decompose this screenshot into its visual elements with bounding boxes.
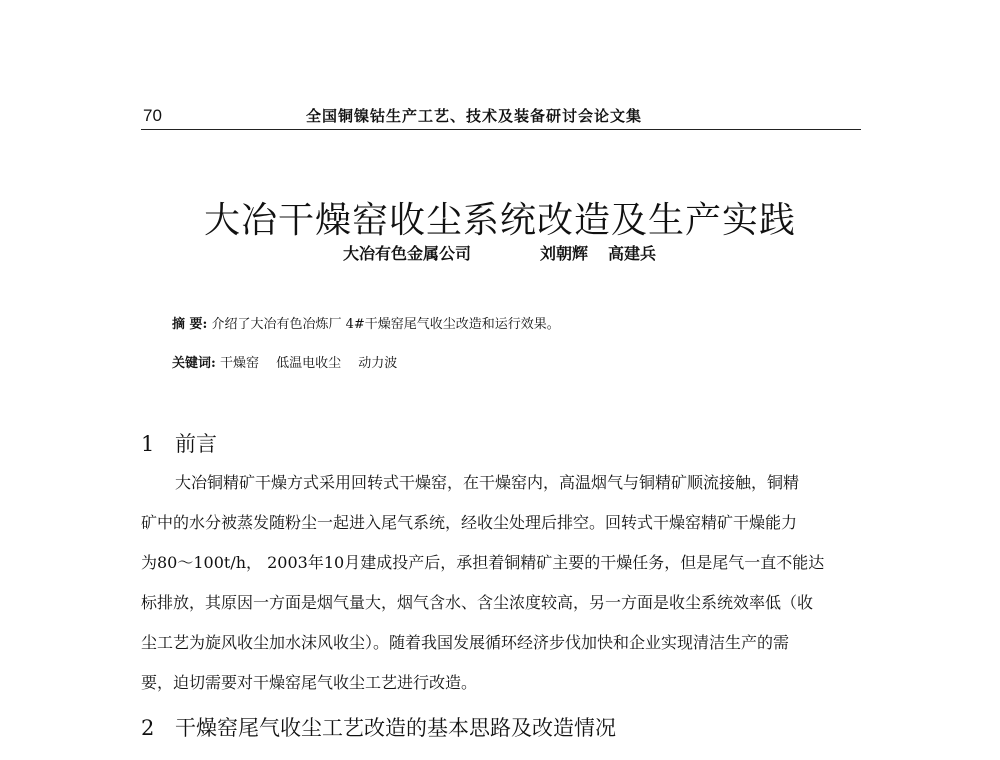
body-line: 为80～100t/h， 2003年10月建成投产后，承担着铜精矿主要的干燥任务，但是尾气一直不能达 [141,553,825,572]
header-rule [141,129,861,130]
body-line: 尘工艺为旋风收尘加水沫风收尘）。随着我国发展循环经济步伐加快和企业实现清洁生产的需 [141,633,790,652]
body-line: 标排放，其原因一方面是烟气量大，烟气含水、含尘浓度较高，另一方面是收尘系统效率低（收 [141,593,814,612]
running-header [141,104,861,130]
keyword: 动力波 [358,356,398,371]
section-heading [141,712,616,742]
keyword: 干燥窑 [219,356,259,371]
author-name: 刘朝辉 [540,244,589,263]
body-line: 大冶铜精矿干燥方式采用回转式干燥窑，在干燥窑内，高温烟气与铜精矿顺流接触，铜精 [175,473,800,492]
body-line: 矿中的水分被蒸发随粉尘一起进入尾气系统，经收尘处理后排空。回转式干燥窑精矿干燥能力 [141,513,798,532]
keyword: 低温电收尘 [276,356,342,371]
abstract-label: 摘 要: [172,317,208,332]
keywords [172,352,410,371]
abstract-text: 介绍了大冶有色冶炼厂 4#干燥窑尾气收尘改造和运行效果。 [211,317,560,332]
section-number: 1 [141,432,155,456]
section-number: 2 [141,716,155,740]
keywords-label: 关键词: [172,356,216,371]
section-title: 前言 [175,432,217,456]
abstract [172,313,560,332]
section-title: 干燥窑尾气收尘工艺改造的基本思路及改造情况 [175,716,616,740]
paper-title: 大冶干燥窑收尘系统改造及生产实践 [203,200,796,242]
affiliation: 大冶有色金属公司 [343,244,472,263]
section-heading [141,428,217,458]
body-line: 要，迫切需要对干燥窑尾气收尘工艺进行改造。 [141,673,478,692]
author-name: 高建兵 [608,244,657,263]
journal-title: 全国铜镍钴生产工艺、技术及装备研讨会论文集 [306,107,643,125]
page-number: 70 [143,106,162,125]
